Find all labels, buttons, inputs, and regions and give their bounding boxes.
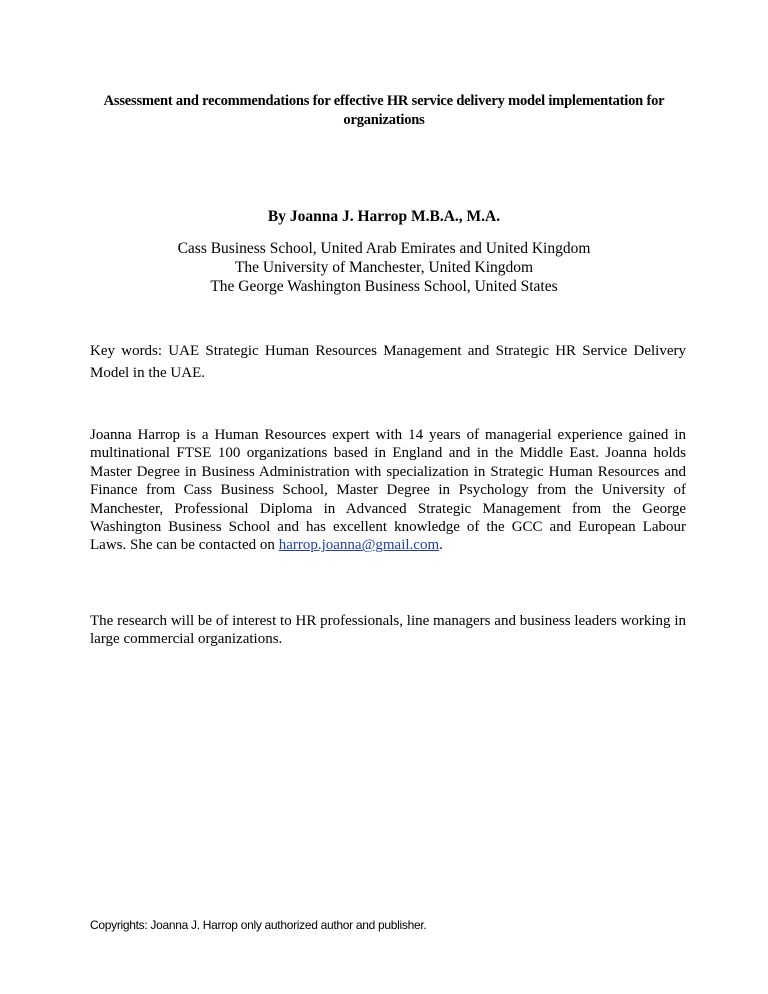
document-title: Assessment and recommendations for effective HR service delivery model implementation for organizations <box>103 93 665 128</box>
research-interest-paragraph: The research will be of interest to HR professionals, line managers and business leaders working in large commercial organizations. <box>90 613 686 648</box>
copyright-footer: Copyrights: Joanna J. Harrop only authorized author and publisher. <box>90 918 427 932</box>
affiliation-line: Cass Business School, United Arab Emirates and United Kingdom <box>177 240 591 257</box>
author-bio-paragraph <box>90 426 686 555</box>
author-email-link[interactable]: harrop.joanna@gmail.com <box>278 537 440 554</box>
bio-text: Joanna Harrop is a Human Resources expert with 14 years of managerial experience gained in multinational FTSE 100 organizations based in England and in the Middle East. Joanna holds Master Degree in Business Administration with specialization in Strategic Human Resources and Finance from Cass Business School, Master Degree in Psychology from the University of Manchester, Professional Diploma in Advanced Strategic Management from the George Washington Business School and has excellent knowledge of the GCC and European Labour Laws. She can be contacted on <box>90 427 686 554</box>
affiliation-line: The University of Manchester, United Kingdom <box>234 259 534 276</box>
author-name: By Joanna J. Harrop M.B.A., M.A. <box>267 208 501 225</box>
affiliation-line: The George Washington Business School, United States <box>210 278 558 295</box>
bio-end: . <box>439 537 443 554</box>
keywords-paragraph: Key words: UAE Strategic Human Resources Management and Strategic HR Service Delivery Model in the UAE. <box>90 343 686 381</box>
affiliations <box>88 239 680 296</box>
